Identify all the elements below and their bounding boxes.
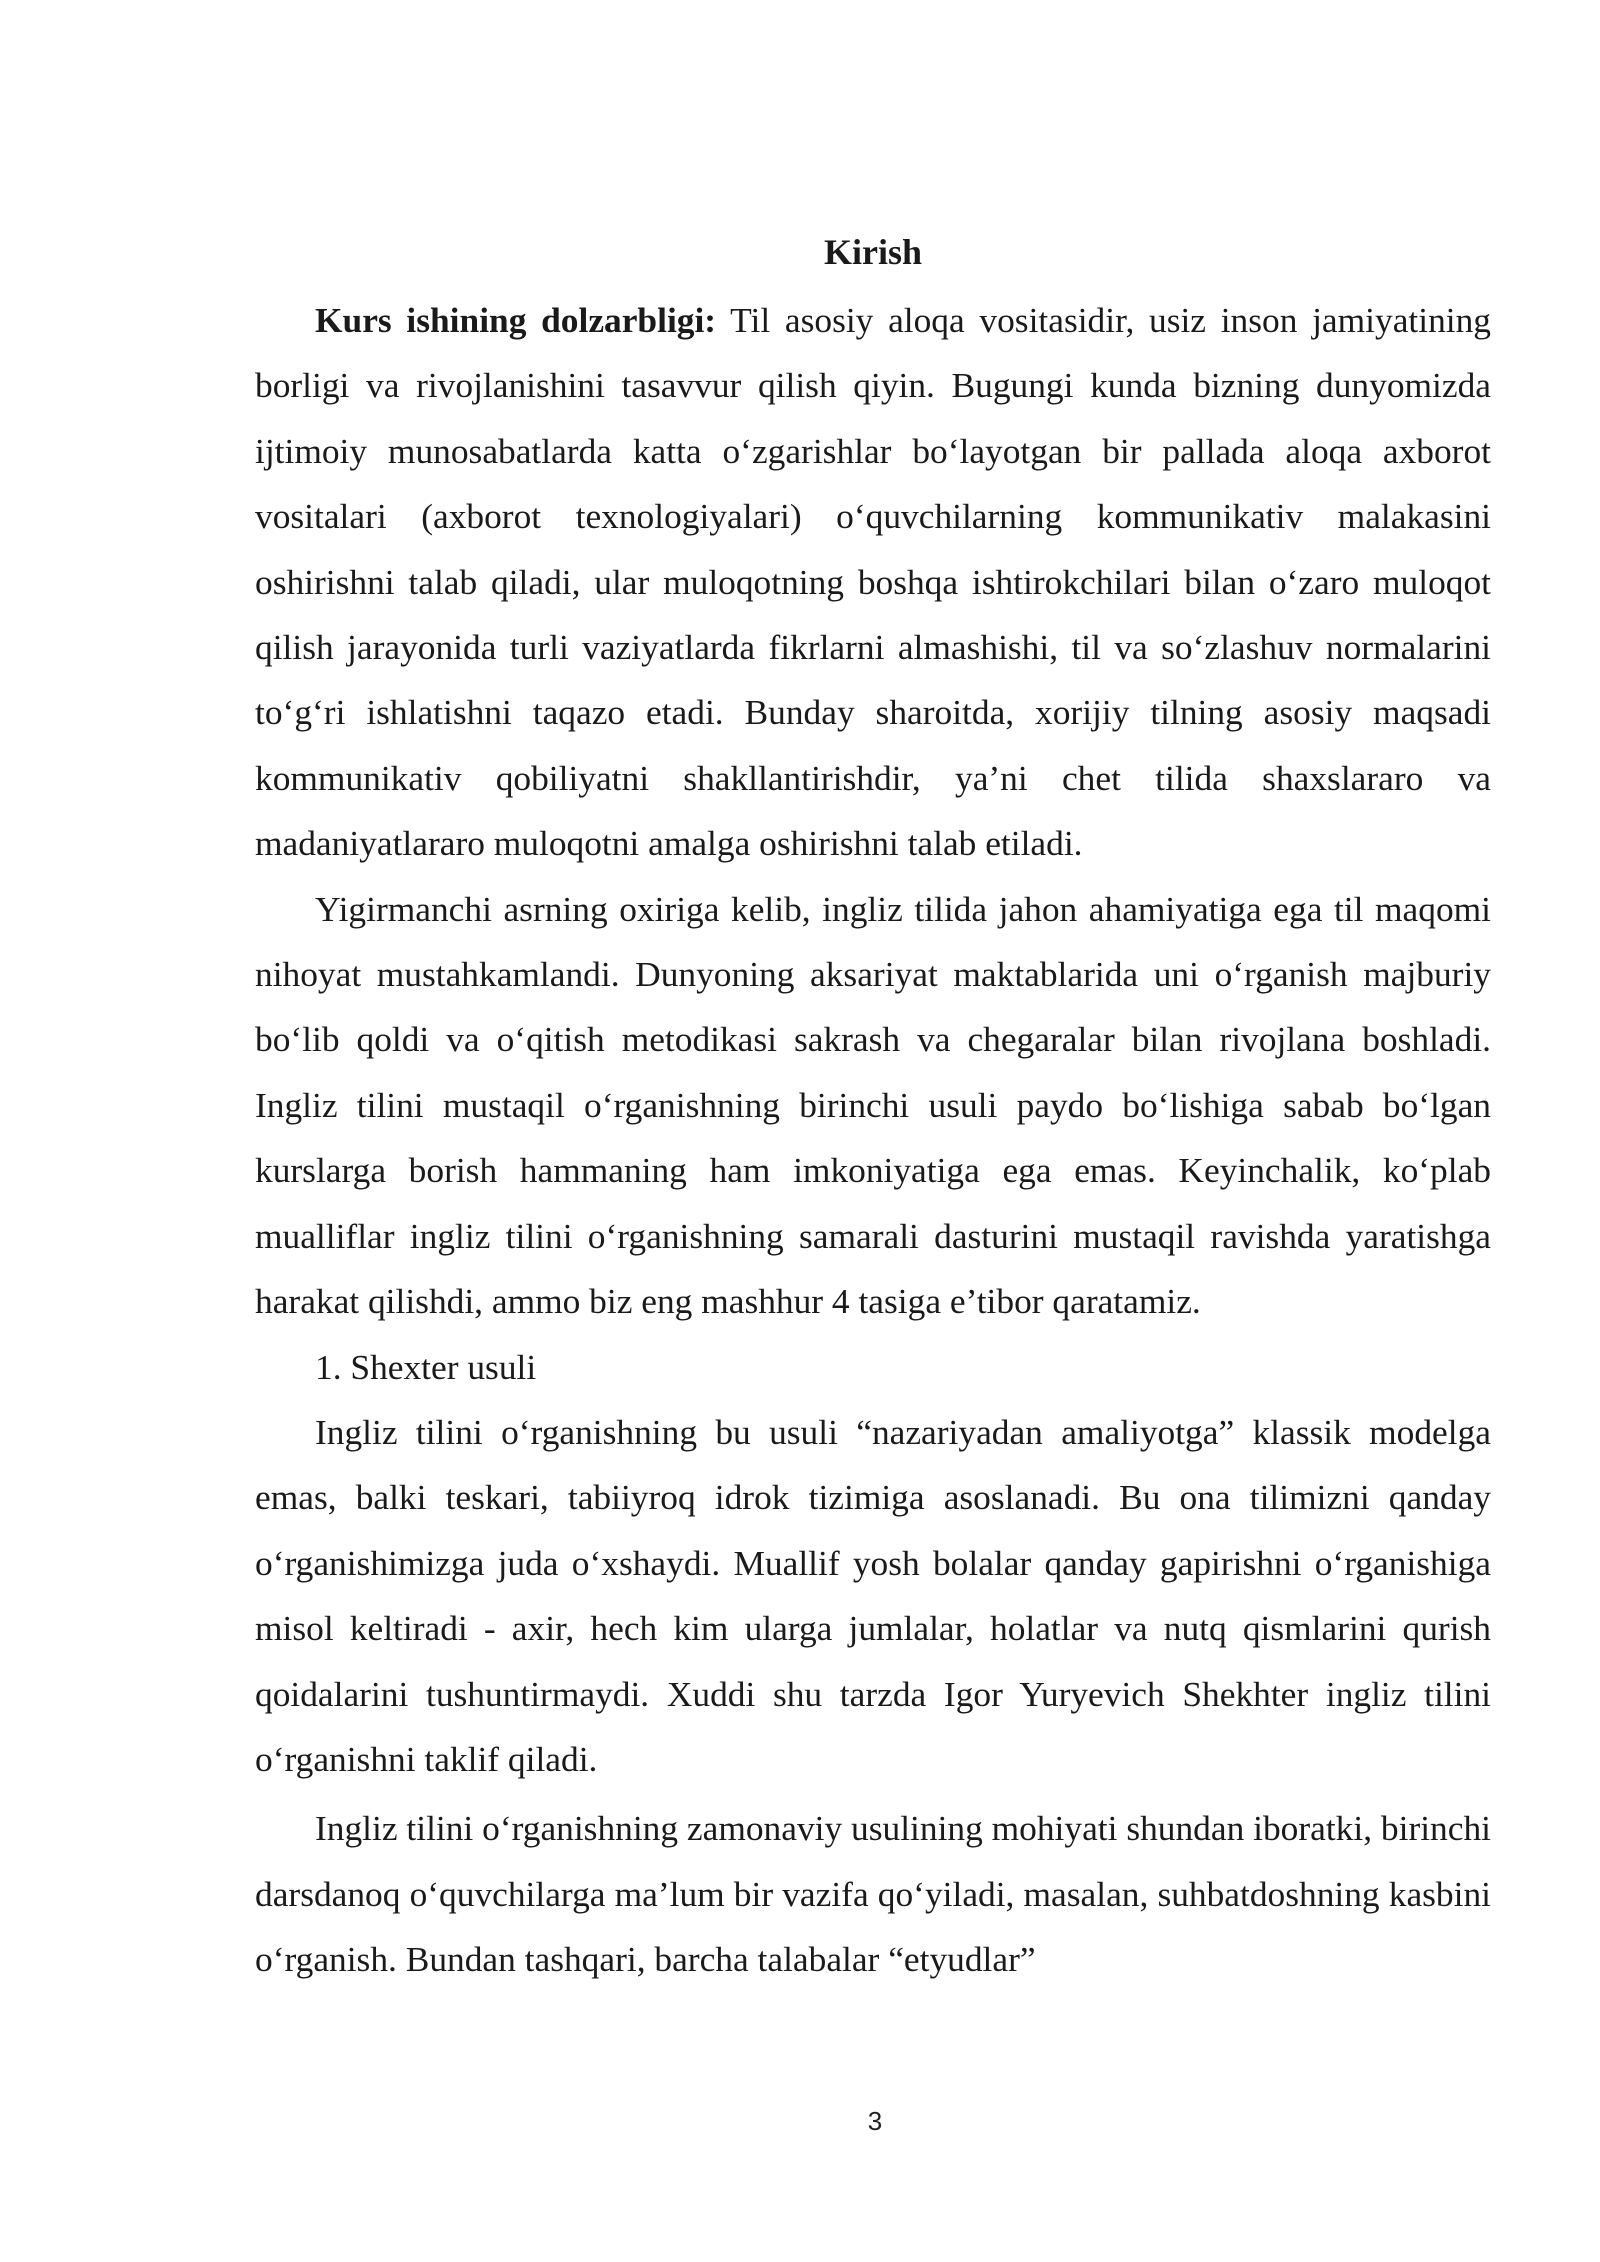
paragraph-relevance (255, 288, 1491, 877)
paragraph-method-description: Ingliz tilini o‘rganishning bu usuli “nazariyadan amaliyotga” klassik modelga emas, balki teskari, tabiiyroq idrok tizimiga asoslanadi. Bu ona tilimizni qanday o‘rganishimizga juda o‘xshaydi. Muallif yosh bolalar qanday gapirishni o‘rganishiga misol keltiradi - axir, hech kim ularga jumlalar, holatlar va nutq qismlarini qurish qoidalarini tushuntirmaydi. Xuddi shu tarzda Igor Yuryevich Shekhter ingliz tilini o‘rganishni taklif qiladi. (255, 1411, 1491, 1779)
page-number: 3 (867, 2106, 883, 2136)
list-item-method: 1. Shexter usuli (315, 1346, 537, 1387)
paragraph-method-essence: Ingliz tilini o‘rganishning zamonaviy usulining mohiyati shundan iboratki, birinchi darsdanoq o‘quvchilarga ma’lum bir vazifa qo‘yiladi, masalan, suhbatdoshning kasbini o‘rganish. Bundan tashqari, barcha talabalar “etyudlar” (255, 1808, 1491, 1980)
section-title: Kirish (823, 232, 922, 272)
document-page (255, 224, 1491, 1993)
paragraph-lead: Kurs ishining dolzarbligi: (315, 300, 717, 340)
paragraph-text: Til asosiy aloqa vositasidir, usiz inson jamiyatining borligi va rivojlanishini tasavvur qilish qiyin. Bugungi kunda bizning dunyomizda ijtimoiy munosabatlarda katta o‘zgarishlar bo‘layotgan bir pallada aloqa axborot vositalari (axborot texnologiyalari) o‘quvchilarning kommunikativ malakasini oshirishni talab qiladi, ular muloqotning boshqa ishtirokchilari bilan o‘zaro muloqot qilish jarayonida turli vaziyatlarda fikrlarni almashishi, til va so‘zlashuv normalarini to‘g‘ri ishlatishni taqazo etadi. Bunday sharoitda, xorijiy tilning asosiy maqsadi kommunikativ qobiliyatni shakllantirishdir, ya’ni chet tilida shaxslararo va madaniyatlararo muloqotni amalga oshirishni talab etiladi. (255, 300, 1491, 864)
paragraph-history: Yigirmanchi asrning oxiriga kelib, ingliz tilida jahon ahamiyatiga ega til maqomi nihoyat mustahkamlandi. Dunyoning aksariyat maktablarida uni o‘rganish majburiy bo‘lib qoldi va o‘qitish metodikasi sakrash va chegaralar bilan rivojlana boshladi. Ingliz tilini mustaqil o‘rganishning birinchi usuli paydo bo‘lishiga sabab bo‘lgan kurslarga borish hammaning ham imkoniyatiga ega emas. Keyinchalik, ko‘plab mualliflar ingliz tilini o‘rganishning samarali dasturini mustaqil ravishda yaratishga harakat qilishdi, ammo biz eng mashhur 4 tasiga e’tibor qaratamiz. (255, 888, 1491, 1322)
